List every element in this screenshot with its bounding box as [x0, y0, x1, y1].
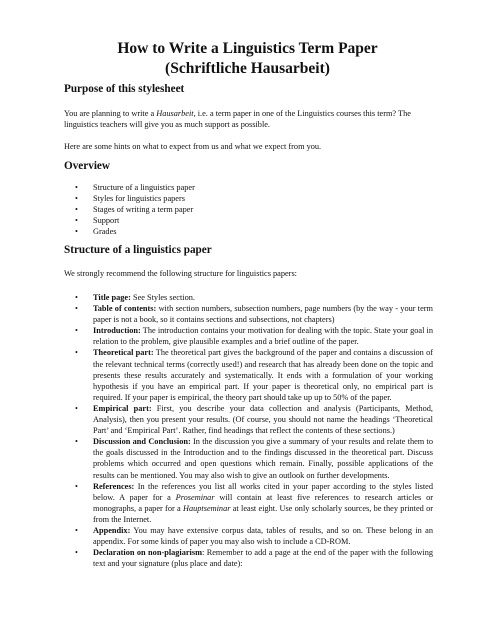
bullet-icon: • [75, 194, 78, 204]
bullet-icon: • [75, 293, 78, 302]
structure-intro: We strongly recommend the following structure for linguistics papers: [64, 269, 297, 278]
overview-item-label: Styles for linguistics papers [93, 194, 185, 204]
list-item [64, 226, 433, 237]
bullet-icon: • [75, 326, 78, 336]
item-label: Table of contents: [93, 304, 157, 314]
purpose-heading: Purpose of this stylesheet [64, 83, 185, 95]
list-item [64, 436, 433, 480]
title-line-2: (Schriftliche Hausarbeit) [165, 60, 330, 77]
bullet-icon: • [75, 548, 78, 558]
title-line-1: How to Write a Linguistics Term Paper [117, 40, 378, 57]
overview-item-label: Structure of a linguistics paper [93, 183, 195, 192]
item-text: with section numbers, subsection numbers, page numbers (by the way - your term paper is not a book, so it contains sections and subsections, not chapters) [93, 304, 434, 325]
list-item [64, 292, 433, 303]
purpose-text-em: Hausarbeit [156, 109, 194, 118]
overview-item-label: Grades [93, 227, 117, 237]
list-item [64, 481, 433, 525]
list-item [64, 303, 433, 325]
overview-item-label: Support [93, 216, 120, 226]
item-text: In the discussion you give a summary of your results and relate them to the goals discussed in the Introduction and to the findings discussed in the theoretical part. Discuss problems which occurred and open questions which remain. Finally, possible applications of the results can be mentioned. You may also wish to give an outlook on further developments. [93, 437, 433, 480]
item-text: In the references you list all works cited in your paper according to the styles listed below. A paper for a [93, 481, 433, 502]
list-item [64, 347, 433, 402]
bullet-icon: • [75, 205, 78, 215]
item-label: Appendix: [93, 525, 131, 535]
structure-list [64, 292, 433, 569]
item-label: Introduction: [93, 326, 141, 336]
list-item [64, 325, 433, 347]
purpose-paragraph-2: Here are some hints on what to expect from us and what we expect from you. [64, 142, 322, 151]
bullet-icon: • [75, 525, 78, 535]
bullet-icon: • [75, 216, 78, 226]
item-text: The theoretical part gives the background of the paper and contains a discussion of the relevant technical terms (correctly used!) and research that has already been done on the topic and presents these results accurately and systematically. It ends with a formulation of your working hypothesis if you have an empirical part. If your paper is theoretical only, no empirical part is required. If your paper is empirical, the theory part should take up up to 50% of the paper. [93, 348, 433, 402]
overview-item-label: Stages of writing a term paper [93, 205, 194, 215]
item-text: at least eight. Use only scholarly sources, be they printed or from the Internet. [93, 503, 433, 524]
item-text: You may have extensive corpus data, tables of results, and so on. These belong in an appendix. For some kinds of paper you may also wish to include a CD-ROM. [93, 525, 433, 547]
purpose-paragraph-1 [64, 108, 433, 130]
bullet-icon: • [75, 227, 78, 237]
item-label: References: [93, 481, 135, 491]
bullet-icon: • [75, 348, 78, 358]
list-item [64, 547, 433, 569]
list-item [64, 525, 433, 547]
item-text: will contain at least five references to research articles or monographs, a paper for a [93, 492, 433, 513]
overview-list [64, 182, 433, 237]
bullet-icon: • [75, 481, 78, 491]
document-title [0, 39, 495, 79]
structure-heading: Structure of a linguistics paper [64, 244, 212, 256]
item-text: First, you describe your data collection and analysis (Participants, Method, Analysis), then you present your results. (Of course, you should not name the headings ‘Theoretical Part’ and ‘Empirical Part’. Rather, find headings that reflect the contents of these sections.) [93, 403, 433, 436]
item-label: Discussion and Conclusion: [93, 437, 191, 447]
item-label: Empirical part: [93, 403, 152, 413]
overview-heading: Overview [64, 160, 110, 172]
bullet-icon: • [75, 403, 78, 413]
bullet-icon: • [75, 437, 78, 447]
list-item [64, 193, 433, 204]
item-text-em: Proseminar [175, 492, 215, 502]
purpose-text-b: , i.e. a term paper in one of the Linguistics courses this term? The linguistics teachers will give you as much support as possible. [64, 109, 411, 130]
item-label: Theoretical part: [93, 348, 154, 358]
list-item [64, 204, 433, 215]
purpose-text-a: You are planning to write a [64, 109, 157, 118]
bullet-icon: • [75, 304, 78, 314]
bullet-icon: • [75, 183, 78, 192]
item-text: See Styles section. [130, 293, 195, 302]
item-label: Declaration on non-plagiarism [93, 548, 202, 558]
list-item [64, 403, 433, 436]
item-label: Title page: [93, 293, 131, 302]
item-text: The introduction contains your motivation for dealing with the topic. State your goal in relation to the problem, give plausible examples and a brief outline of the paper. [93, 326, 433, 347]
item-text-em: Hauptseminar [182, 503, 231, 513]
list-item [64, 215, 433, 226]
item-text: : Remember to add a page at the end of the paper with the following text and your signature (plus place and date): [93, 548, 433, 569]
list-item [64, 182, 433, 193]
